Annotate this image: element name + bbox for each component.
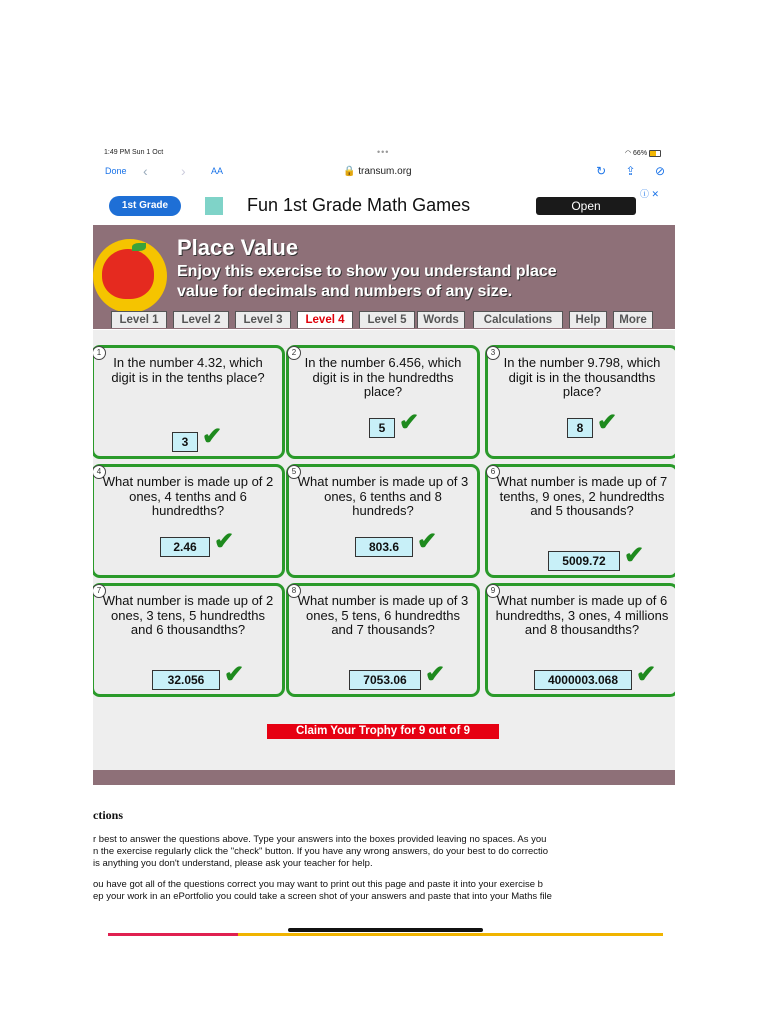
question-text: What number is made up of 2 ones, 3 tens, 5 hundredths and 6 thousandths? [102, 593, 274, 637]
page-title: Place Value [177, 235, 299, 260]
correct-check-icon: ✔ [597, 409, 618, 436]
question-card-3 [485, 345, 675, 459]
correct-check-icon: ✔ [399, 409, 420, 436]
transum-logo-icon[interactable] [93, 239, 167, 313]
question-number: 1 [93, 346, 106, 360]
correct-check-icon: ✔ [214, 528, 235, 555]
tab-words[interactable]: Words [417, 311, 465, 328]
question-number: 8 [287, 584, 301, 598]
question-number: 4 [93, 465, 106, 479]
tab-level-3[interactable]: Level 3 [235, 311, 291, 328]
correct-check-icon: ✔ [636, 661, 657, 688]
answer-input[interactable]: 2.46 [160, 537, 210, 557]
question-card-7 [93, 583, 285, 697]
battery-icon [649, 150, 661, 157]
question-text: What number is made up of 2 ones, 4 tenths and 6 hundredths? [102, 474, 274, 518]
progress-bar [108, 933, 663, 936]
tab-calculations[interactable]: Calculations [473, 311, 563, 328]
battery-percent: 66% [633, 150, 648, 157]
browser-toolbar [93, 161, 675, 183]
question-card-9 [485, 583, 675, 697]
forward-chevron-icon[interactable]: › [181, 163, 186, 179]
home-indicator[interactable] [288, 928, 483, 932]
tab-more[interactable]: More [613, 311, 653, 328]
question-card-1 [93, 345, 285, 459]
question-text: What number is made up of 3 ones, 5 tens, 6 hundredths and 7 thousands? [297, 593, 469, 637]
question-number: 7 [93, 584, 106, 598]
answer-input[interactable]: 7053.06 [349, 670, 421, 690]
level-tabs [93, 309, 675, 329]
instructions-heading: ctions [93, 808, 123, 822]
correct-check-icon: ✔ [417, 528, 438, 555]
tab-level-4[interactable]: Level 4 [297, 311, 353, 328]
claim-trophy-button[interactable]: Claim Your Trophy for 9 out of 9 [267, 724, 499, 739]
ipad-screen [93, 145, 675, 940]
wifi-icon: ◠ [624, 150, 632, 157]
reload-icon[interactable]: ↻ [596, 164, 607, 178]
correct-check-icon: ✔ [202, 423, 223, 450]
answer-input[interactable]: 3 [172, 432, 198, 452]
question-card-6 [485, 464, 675, 578]
question-card-8 [286, 583, 480, 697]
instructions-p1-line3: is anything you don't understand, please ask your teacher for help. [93, 858, 373, 869]
status-bar [93, 145, 675, 161]
browser-actions [580, 164, 665, 178]
subtitle-line-1: Enjoy this exercise to show you understand place [177, 263, 557, 280]
tab-level-1[interactable]: Level 1 [111, 311, 167, 328]
correct-check-icon: ✔ [224, 661, 245, 688]
question-text: What number is made up of 3 ones, 6 tenths and 8 hundreds? [297, 474, 469, 518]
correct-check-icon: ✔ [425, 661, 446, 688]
question-text: What number is made up of 6 hundredths, 3 ones, 4 millions and 8 thousandths? [495, 593, 669, 637]
answer-input[interactable]: 32.056 [152, 670, 220, 690]
status-time: 1:49 PM Sun 1 Oct [104, 149, 164, 156]
instructions-p1-line2: n the exercise regularly click the "check" button. If you have any wrong answers, do your best to do correctio [93, 846, 549, 857]
answer-input[interactable]: 8 [567, 418, 593, 438]
share-icon[interactable]: ⇪ [625, 164, 636, 178]
question-number: 5 [287, 465, 301, 479]
subtitle-line-2: value for decimals and numbers of any size. [177, 283, 513, 300]
ad-thumbnail-icon [205, 197, 223, 215]
ad-badge[interactable]: 1st Grade [109, 196, 181, 216]
ad-banner[interactable] [109, 186, 659, 222]
question-card-5 [286, 464, 480, 578]
question-text: In the number 4.32, which digit is in the tenths place? [111, 355, 265, 385]
done-button[interactable]: Done [105, 166, 127, 176]
question-text: In the number 9.798, which digit is in the thousandths place? [503, 355, 661, 399]
question-number: 3 [486, 346, 500, 360]
ad-close-icon[interactable]: ⓘ ✕ [639, 189, 659, 199]
answer-input[interactable]: 5009.72 [548, 551, 620, 571]
question-text: What number is made up of 7 tenths, 9 ones, 2 hundredths and 5 thousands? [496, 474, 668, 518]
answer-input[interactable]: 5 [369, 418, 395, 438]
question-number: 6 [486, 465, 500, 479]
page-subtitle [177, 262, 675, 302]
leaf-icon [132, 243, 146, 251]
question-card-2 [286, 345, 480, 459]
multitask-dots[interactable]: ••• [377, 147, 390, 157]
question-text: In the number 6.456, which digit is in the hundredths place? [304, 355, 462, 399]
instructions-p2-line1: ou have got all of the questions correct you may want to print out this page and paste it into your exercise b [93, 879, 543, 890]
question-number: 2 [287, 346, 301, 360]
battery-indicator [625, 149, 661, 157]
back-chevron-icon[interactable]: ‹ [143, 163, 148, 179]
compass-icon[interactable]: ⊘ [654, 164, 665, 178]
instructions-p1-line1: r best to answer the questions above. Type your answers into the boxes provided leaving no spaces. As you [93, 834, 547, 845]
apple-icon [102, 249, 154, 299]
question-number: 9 [486, 584, 500, 598]
tab-level-5[interactable]: Level 5 [359, 311, 415, 328]
instructions-p2-line2: ep your work in an ePortfolio you could take a screen shot of your answers and paste that into your Maths file [93, 891, 552, 902]
ad-title[interactable]: Fun 1st Grade Math Games [247, 195, 471, 215]
answer-input[interactable]: 803.6 [355, 537, 413, 557]
address-bar[interactable]: 🔒 transum.org [343, 166, 412, 177]
reader-aa-button[interactable]: AA [211, 166, 224, 176]
footer-strip [93, 770, 675, 785]
question-card-4 [93, 464, 285, 578]
ad-open-button[interactable]: Open [536, 197, 636, 215]
tab-help[interactable]: Help [569, 311, 607, 328]
correct-check-icon: ✔ [624, 542, 645, 569]
tab-level-2[interactable]: Level 2 [173, 311, 229, 328]
progress-bar-segment [108, 933, 238, 936]
exercise-area [93, 330, 675, 785]
answer-input[interactable]: 4000003.068 [534, 670, 632, 690]
